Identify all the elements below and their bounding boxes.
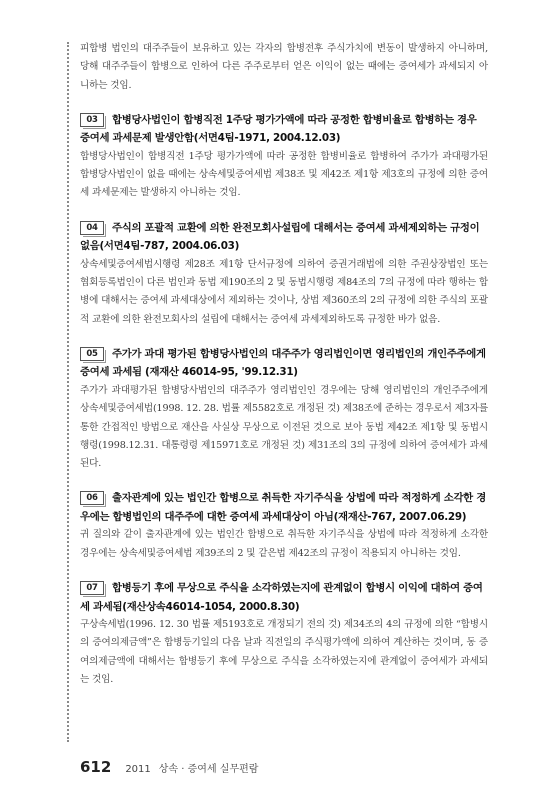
item-body: 합병당사법인이 합병직전 1주당 평가가액에 따라 공정한 합병비율로 합병하여 주가가 과대평가된 합병당사법인이 없을 때에는 상속세및증여세법 제38조 및 제42조 제1항 제3호의 규정에 의한 증여세 과세문제는 발생하지 아니하는 것임. (80, 150, 488, 199)
item-body: 귀 질의와 같이 출자관계에 있는 법인간 합병으로 취득한 자기주식을 상법에 따라 적정하게 소각한 경우에는 상속세및증여세법 제39조의 2 및 같은법 제42조의 규정이 적용되지 아니하는 것임. (80, 529, 488, 559)
item-heading (80, 111, 488, 148)
item-heading (80, 489, 488, 526)
item-title: 합병등기 후에 무상으로 주식을 소각하였는지에 관계없이 합병시 이익에 대하여 증여세 과세됨(재산상속46014-1054, 2000.8.30) (80, 582, 483, 613)
intro-paragraph: 피합병 법인의 대주주들이 보유하고 있는 각자의 합병전후 주식가치에 변동이 발생하지 아니하며, 당해 대주주들이 합병으로 인하여 다른 주주로부터 얻은 이익이 없는 때에는 증여세가 과세되지 아니하는 것임. (80, 43, 488, 91)
item-heading (80, 345, 488, 382)
page-content (80, 40, 488, 689)
item-07 (80, 579, 488, 689)
item-heading (80, 579, 488, 616)
item-title: 출자관계에 있는 법인간 합병으로 취득한 자기주식을 상법에 따라 적정하게 소각한 경우에는 합병법인의 대주주에 대한 증여세 과세대상이 아님(재재산-767, 2007.06.29) (80, 492, 486, 523)
item-06 (80, 489, 488, 563)
item-title: 합병당사법인이 합병직전 1주당 평가가액에 따라 공정한 합병비율로 합병하는 경우 증여세 과세문제 발생안함(서면4팀-1971, 2004.12.03) (80, 113, 477, 145)
book-title: 상속 · 증여세 실무편람 (158, 764, 259, 775)
page-footer (80, 758, 258, 776)
item-03 (80, 111, 488, 203)
item-05 (80, 345, 488, 473)
item-title: 주가가 과대 평가된 합병당사법인의 대주주가 영리법인이면 영리법인의 개인주주에게 증여세 과세됨 (재재산 46014-95, '99.12.31) (80, 347, 486, 379)
margin-dotted-rule (67, 42, 69, 742)
item-body: 주가가 과대평가된 합병당사법인의 대주주가 영리법인인 경우에는 당해 영리법인의 개인주주에게 상속세및증여세법(1998. 12. 28. 법률 제5582호로 개정된 것) 제38조에 준하는 경우로서 제3자를 통한 간접적인 방법으로 재산을 사실상 무상으로 이전된 것으로 보아 동법 제42조 제1항 및 동법시행령(1998.12.31. 대통령령 제15971호로 개정된 것) 제31조의 3의 규정에 의하여 증여세가 과세된다. (80, 384, 488, 470)
item-04 (80, 219, 488, 329)
page-number: 612 (80, 758, 112, 776)
item-title: 주식의 포괄적 교환에 의한 완전모회사설립에 대해서는 증여세 과세제외하는 규정이 없음(서면4팀-787, 2004.06.03) (80, 221, 480, 253)
item-number-badge: 05 (80, 347, 104, 361)
item-number-badge: 04 (80, 221, 104, 235)
item-body: 구상속세법(1996. 12. 30 법률 제5193호로 개정되기 전의 것) 제34조의 4의 규정에 의한 “합병시의 증여의제금액”은 합병등기일의 다음 날과 직전일의 주식평가액에 의하여 계산하는 것이며, 동 증여의제금액에 대해서는 합병등기 후에 무상으로 주식을 소각하였는지에 관계없이 증여세가 과세되는 것임. (80, 619, 488, 685)
item-body: 상속세및증여세법시행령 제28조 제1항 단서규정에 의하여 증권거래법에 의한 주권상장법인 또는 협회등록법인이 다른 법인과 동법 제190조의 2 및 동법시행령 제84조의 7의 규정에 따라 행하는 합병에 대해서는 증여세 과세대상에서 제외하는 것이나, 상법 제360조의 2의 규정에 의한 주식의 포괄적 교환에 의한 완전모회사의 설립에 대해서는 증여세 과세제외하도록 규정한 바가 없음. (80, 258, 488, 325)
item-number-badge: 07 (80, 581, 104, 595)
item-number-badge: 03 (80, 113, 104, 127)
item-number-badge: 06 (80, 491, 104, 505)
book-year: 2011 (125, 764, 151, 775)
item-heading (80, 219, 488, 256)
